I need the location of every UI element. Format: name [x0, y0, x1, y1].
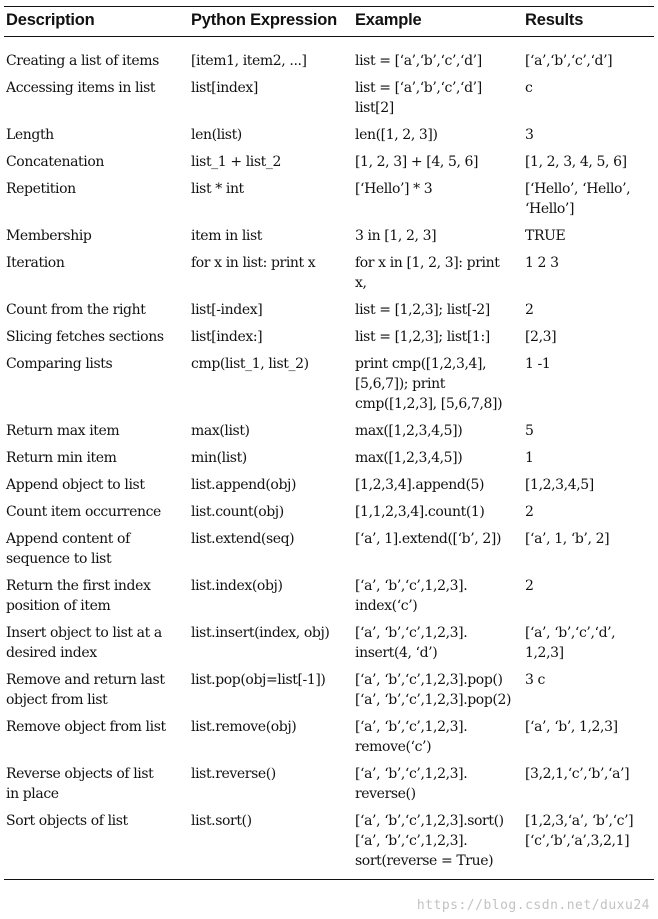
cell-result: [2,3] — [525, 329, 557, 345]
cell-description: Remove object from list — [6, 719, 166, 735]
cell-python-expression: list.extend(seq) — [191, 531, 295, 547]
cell-python-expression: list.reverse() — [191, 766, 276, 782]
table-row — [4, 527, 654, 574]
cell-description: Creating a list of items — [6, 53, 159, 69]
cell-result: [3,2,1,‘c’,‘b’,‘a’] — [525, 766, 630, 782]
header-description: Description — [4, 7, 189, 37]
table-row — [4, 37, 654, 77]
cell-python-expression: list[index] — [191, 80, 258, 96]
header-python-expression: Python Expression — [189, 7, 353, 37]
cell-result: [1, 2, 3, 4, 5, 6] — [525, 154, 627, 170]
cell-description: Length — [6, 127, 54, 143]
cell-description: Comparing lists — [6, 356, 113, 372]
cell-python-expression: list[-index] — [191, 302, 263, 318]
cell-result: 1 — [525, 450, 534, 466]
cell-python-expression: len(list) — [191, 127, 242, 143]
cell-python-expression: list.pop(obj=list[-1]) — [191, 672, 326, 688]
table-row — [4, 251, 654, 298]
header-row — [4, 7, 654, 37]
cell-description: Append object to list — [6, 477, 145, 493]
cell-python-expression: list[index:] — [191, 329, 263, 345]
cell-description: Iteration — [6, 255, 65, 271]
cell-example: [‘a’, ‘b’,‘c’,1,2,3]. reverse() — [355, 766, 468, 802]
table-row — [4, 621, 654, 668]
cell-description: Remove and return last object from list — [6, 672, 165, 708]
cell-example: [‘a’, ‘b’,‘c’,1,2,3]. remove(‘c’) — [355, 719, 468, 755]
table-header — [4, 7, 654, 37]
cell-example: [1, 2, 3] + [4, 5, 6] — [355, 154, 479, 170]
cell-python-expression: [item1, item2, ...] — [191, 53, 307, 69]
cell-description: Accessing items in list — [6, 80, 156, 96]
table-row — [4, 177, 654, 224]
cell-example: [‘a’, 1].extend([‘b’, 2]) — [355, 531, 502, 547]
cell-description: Sort objects of list — [4, 809, 189, 880]
table-row — [4, 298, 654, 325]
cell-description: Reverse objects of list in place — [6, 766, 154, 802]
cell-result: 1 -1 — [525, 356, 551, 372]
cell-python-expression: min(list) — [191, 450, 247, 466]
cell-example: [1,1,2,3,4].count(1) — [355, 504, 485, 520]
table-row — [4, 224, 654, 251]
table-row — [4, 352, 654, 419]
cell-description: Append content of sequence to list — [6, 531, 130, 567]
table-row — [4, 419, 654, 446]
cell-result: [‘a’, 1, ‘b’, 2] — [525, 531, 610, 547]
cell-result: 5 — [525, 423, 534, 439]
table-row — [4, 325, 654, 352]
cell-python-expression: list.append(obj) — [191, 477, 297, 493]
cell-example: for x in [1, 2, 3]: print x, — [355, 255, 500, 291]
cell-python-expression: list * int — [191, 181, 244, 197]
cell-python-expression: for x in list: print x — [191, 255, 316, 271]
cell-result: 3 — [525, 127, 534, 143]
cell-python-expression: cmp(list_1, list_2) — [191, 356, 309, 372]
list-operations-table — [4, 6, 654, 880]
table-row — [4, 76, 654, 123]
cell-result: 3 c — [525, 672, 545, 688]
cell-example: [‘a’, ‘b’,‘c’,1,2,3].sort() [‘a’, ‘b’,‘c’,1,2,3]. sort(reverse = True) — [353, 809, 523, 880]
cell-python-expression: list.sort() — [189, 809, 353, 880]
cell-result: 2 — [525, 302, 534, 318]
cell-result: c — [525, 80, 533, 96]
cell-description: Return max item — [6, 423, 120, 439]
header-example: Example — [353, 7, 523, 37]
cell-description: Repetition — [6, 181, 76, 197]
cell-result: [‘a’, ‘b’, 1,2,3] — [525, 719, 618, 735]
cell-description: Count from the right — [6, 302, 146, 318]
table-row — [4, 762, 654, 809]
cell-description: Return the first index position of item — [6, 578, 151, 614]
cell-example: [1,2,3,4].append(5) — [355, 477, 485, 493]
header-results: Results — [523, 7, 654, 37]
cell-example: max([1,2,3,4,5]) — [355, 423, 463, 439]
table-row — [4, 500, 654, 527]
cell-example: print cmp([1,2,3,4], [5,6,7]); print cmp([1,2,3], [5,6,7,8]) — [355, 356, 503, 412]
cell-example: max([1,2,3,4,5]) — [355, 450, 463, 466]
cell-example: [‘a’, ‘b’,‘c’,1,2,3].pop() [‘a’, ‘b’,‘c’,1,2,3].pop(2) — [355, 672, 512, 708]
watermark-text: https://blog.csdn.net/duxu24 — [416, 898, 650, 913]
cell-result: [1,2,3,4,5] — [525, 477, 594, 493]
table-row — [4, 473, 654, 500]
cell-result: [‘a’,‘b’,‘c’,‘d’] — [525, 53, 613, 69]
cell-python-expression: list.insert(index, obj) — [191, 625, 330, 641]
cell-result: [‘a’, ‘b’,‘c’,‘d’, 1,2,3] — [525, 625, 616, 661]
cell-example: list = [1,2,3]; list[-2] — [355, 302, 490, 318]
cell-python-expression: item in list — [191, 228, 263, 244]
cell-example: list = [‘a’,‘b’,‘c’,‘d’] list[2] — [355, 80, 482, 116]
cell-description: Membership — [6, 228, 92, 244]
cell-description: Concatenation — [6, 154, 104, 170]
table-row — [4, 668, 654, 715]
cell-description: Insert object to list at a desired index — [6, 625, 162, 661]
table-row — [4, 574, 654, 621]
cell-example: list = [‘a’,‘b’,‘c’,‘d’] — [355, 53, 482, 69]
cell-python-expression: list.index(obj) — [191, 578, 283, 594]
table-row — [4, 446, 654, 473]
cell-result: 2 — [525, 578, 534, 594]
cell-python-expression: list.count(obj) — [191, 504, 284, 520]
table-row — [4, 715, 654, 762]
cell-result: 1 2 3 — [525, 255, 559, 271]
cell-result: 2 — [525, 504, 534, 520]
cell-example: [‘Hello’] * 3 — [355, 181, 433, 197]
table-row — [4, 123, 654, 150]
cell-example: [‘a’, ‘b’,‘c’,1,2,3]. index(‘c’) — [355, 578, 468, 614]
cell-description: Slicing fetches sections — [6, 329, 164, 345]
cell-python-expression: list.remove(obj) — [191, 719, 297, 735]
cell-python-expression: max(list) — [191, 423, 250, 439]
cell-result: TRUE — [525, 228, 566, 244]
table-row — [4, 150, 654, 177]
cell-example: [‘a’, ‘b’,‘c’,1,2,3]. insert(4, ‘d’) — [355, 625, 468, 661]
table-body — [4, 37, 654, 880]
cell-example: len([1, 2, 3]) — [355, 127, 438, 143]
cell-python-expression: list_1 + list_2 — [191, 154, 281, 170]
cell-result: [1,2,3,‘a’, ‘b’,‘c’] [‘c’,‘b’,‘a’,3,2,1] — [523, 809, 654, 880]
cell-description: Count item occurrence — [6, 504, 161, 520]
cell-example: list = [1,2,3]; list[1:] — [355, 329, 490, 345]
cell-example: 3 in [1, 2, 3] — [355, 228, 437, 244]
cell-description: Return min item — [6, 450, 117, 466]
cell-result: [‘Hello’, ‘Hello’, ‘Hello’] — [525, 181, 631, 217]
table-row — [4, 809, 654, 880]
